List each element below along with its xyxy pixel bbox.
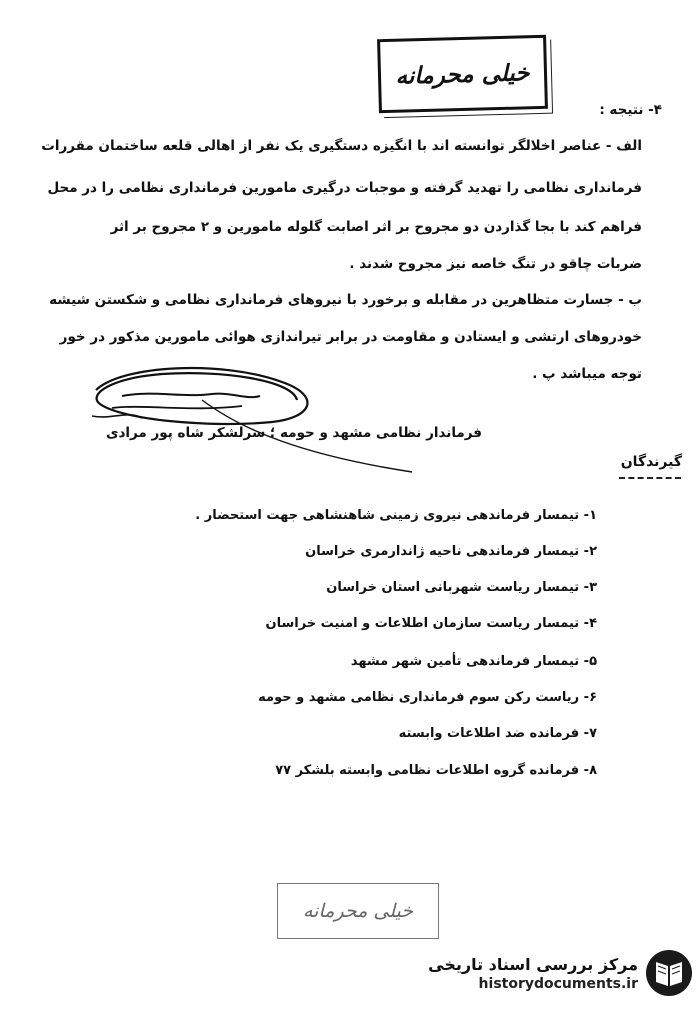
paragraph-line-7: توجه میباشد پ . [532,366,642,382]
recipient-item-2: ۲- تیمسار فرماندهی ناحیه ژاندارمری خراسان [305,544,597,559]
book-emblem-icon [644,948,694,998]
recipients-heading: گیرندگان [620,454,682,470]
watermark-logo [418,943,694,1003]
section-heading: ۴- نتیجه : [599,102,662,118]
recipient-item-4: ۴- تیمسار ریاست سازمان اطلاعات و امنیت خراسان [265,616,597,631]
recipients-heading-underline [619,477,681,479]
stamp-bottom-text: خیلی محرمانه [303,900,414,922]
logo-text-group [428,955,638,992]
paragraph-line-2: فرمانداری نظامی را تهدید گرفته و موجبات درگیری مامورین فرمانداری نظامی را در محل [47,180,642,196]
classification-stamp-top [377,35,548,113]
paragraph-line-6: خودروهای ارتشی و ایستادن و مقاومت در برابر تیراندازی هوائی مامورین مذکور در خور [59,329,642,345]
paragraph-line-5: ب - جسارت متظاهرین در مقابله و برخورد با نیروهای فرمانداری نظامی و شکستن شیشه [49,292,642,308]
paragraph-line-1: الف - عناصر اخلالگر توانسته اند با انگیزه دستگیری یک نفر از اهالی قلعه ساختمان مقررات [41,138,642,154]
recipient-item-3: ۳- تیمسار ریاست شهربانی استان خراسان [326,580,597,595]
recipient-item-7: ۷- فرمانده ضد اطلاعات وابسته [398,726,597,741]
logo-title: مرکز بررسی اسناد تاریخی [428,954,638,974]
recipient-item-5: ۵- تیمسار فرماندهی تأمین شهر مشهد [350,654,597,669]
recipient-item-1: ۱- تیمسار فرماندهی نیروی زمینی شاهنشاهی جهت استحضار . [195,508,597,523]
logo-url: historydocuments.ir [478,975,638,992]
paragraph-line-3: فراهم کند با بجا گذاردن دو مجروح بر اثر اصابت گلوله مامورین و ۲ مجروح بر اثر [110,219,642,235]
classification-stamp-bottom [277,883,439,939]
signatory-line: فرماندار نظامی مشهد و حومه ؛ سرلشکر شاه پور مرادی [106,425,482,441]
paragraph-line-4: ضربات چاقو در تنگ خاصه نیز مجروح شدند . [349,256,642,272]
recipient-item-6: ۶- ریاست رکن سوم فرمانداری نظامی مشهد و حومه [258,690,597,705]
recipient-item-8: ۸- فرمانده گروه اطلاعات نظامی وابسته بلشکر ۷۷ [275,763,597,778]
stamp-top-text: خیلی محرمانه [395,58,530,90]
handwritten-signature [82,360,422,480]
